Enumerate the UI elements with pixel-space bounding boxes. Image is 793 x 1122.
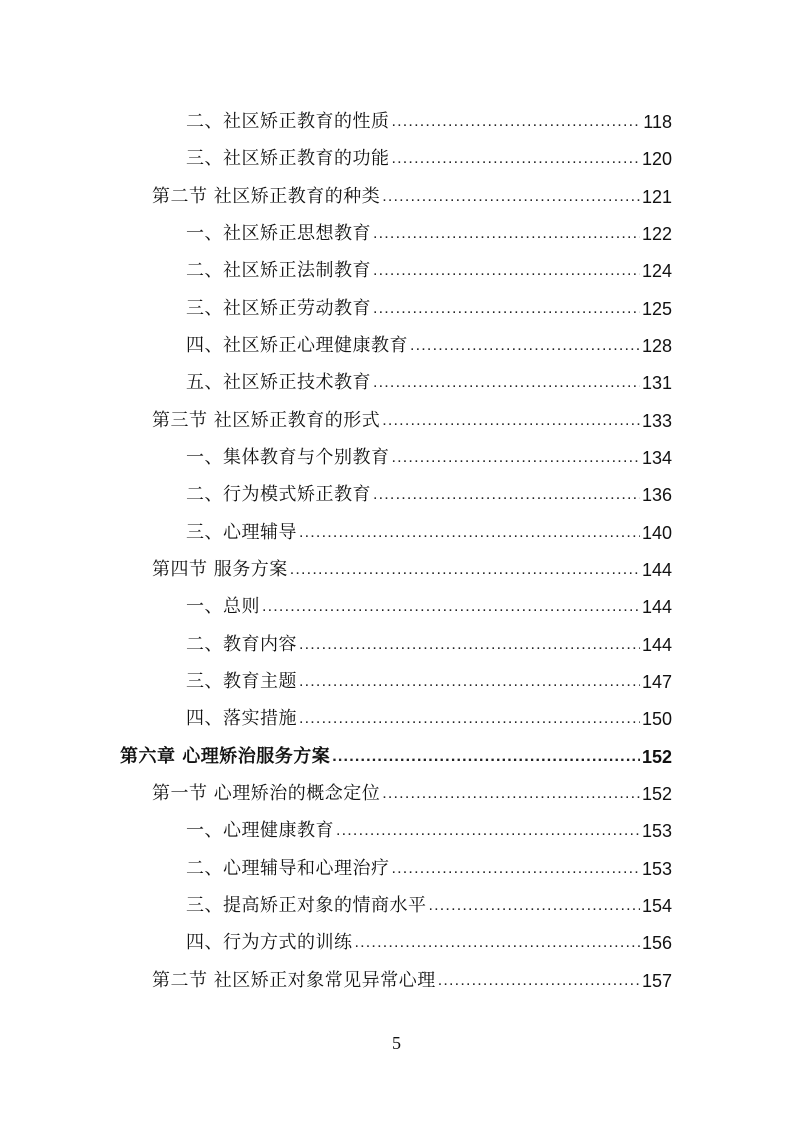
toc-entry[interactable] xyxy=(186,254,672,282)
toc-entry-title: 四、社区矫正心理健康教育 xyxy=(186,335,408,356)
toc-entry[interactable] xyxy=(152,553,672,581)
toc-entry[interactable] xyxy=(186,814,672,842)
page-number: 5 xyxy=(392,1033,401,1053)
toc-entry-title: 一、社区矫正思想教育 xyxy=(186,223,371,244)
toc-entry-page: 153 xyxy=(641,859,672,879)
dot-leader xyxy=(373,298,640,320)
toc-entry[interactable] xyxy=(186,516,672,544)
dot-leader xyxy=(382,783,640,805)
toc-entry-page: 156 xyxy=(641,933,672,953)
toc-entry-title: 第三节 社区矫正教育的形式 xyxy=(152,410,381,431)
toc-entry-title: 四、落实措施 xyxy=(186,708,297,729)
toc-entry-title: 第二节 社区矫正教育的种类 xyxy=(152,186,381,207)
toc-entry-page: 140 xyxy=(641,523,672,543)
toc-entry-title: 二、教育内容 xyxy=(186,634,297,655)
toc-entry[interactable] xyxy=(186,105,672,133)
toc-entry-title: 第四节 服务方案 xyxy=(152,559,288,580)
toc-entry[interactable] xyxy=(186,142,672,170)
dot-leader xyxy=(299,671,640,693)
toc-entry-title: 三、社区矫正教育的功能 xyxy=(186,148,390,169)
toc-entry-title: 三、教育主题 xyxy=(186,671,297,692)
toc-entry-page: 136 xyxy=(641,485,672,505)
dot-leader xyxy=(392,447,640,469)
toc-entry-title: 二、心理辅导和心理治疗 xyxy=(186,858,390,879)
toc-entry-page: 128 xyxy=(641,336,672,356)
toc-entry-page: 144 xyxy=(641,597,672,617)
toc-entry-page: 152 xyxy=(641,784,672,804)
toc-entry-title: 二、社区矫正教育的性质 xyxy=(186,111,390,132)
toc-entry[interactable] xyxy=(186,329,672,357)
toc-entry[interactable] xyxy=(152,964,672,992)
toc-entry-title: 一、总则 xyxy=(186,596,260,617)
toc-entry[interactable] xyxy=(186,889,672,917)
dot-leader xyxy=(382,410,640,432)
toc-entry-page: 125 xyxy=(641,299,672,319)
toc-entry-title: 三、心理辅导 xyxy=(186,522,297,543)
toc-entry-page: 154 xyxy=(641,896,672,916)
toc-entry-title: 第一节 心理矫治的概念定位 xyxy=(152,783,381,804)
dot-leader xyxy=(290,559,640,581)
toc-entry-page: 152 xyxy=(641,747,672,767)
dot-leader xyxy=(299,708,640,730)
dot-leader xyxy=(392,858,640,880)
toc-entry-title: 第二节 社区矫正对象常见异常心理 xyxy=(152,970,436,991)
dot-leader xyxy=(392,111,642,133)
dot-leader xyxy=(373,372,640,394)
toc-entry-page: 118 xyxy=(643,112,672,132)
dot-leader xyxy=(332,746,640,768)
toc-entry-page: 133 xyxy=(641,411,672,431)
dot-leader xyxy=(392,148,640,170)
toc-entry-page: 144 xyxy=(641,635,672,655)
toc-entry-page: 157 xyxy=(641,971,672,991)
toc-entry-title: 二、行为模式矫正教育 xyxy=(186,484,371,505)
dot-leader xyxy=(410,335,640,357)
toc-entry-page: 147 xyxy=(641,672,672,692)
toc-entry-title: 二、社区矫正法制教育 xyxy=(186,260,371,281)
dot-leader xyxy=(429,895,640,917)
toc-entry-page: 121 xyxy=(641,187,672,207)
toc-entry-title: 一、心理健康教育 xyxy=(186,820,334,841)
toc-entry[interactable] xyxy=(152,404,672,432)
toc-entry-page: 124 xyxy=(641,261,672,281)
dot-leader xyxy=(438,970,640,992)
toc-entry[interactable] xyxy=(186,628,672,656)
toc-entry[interactable] xyxy=(152,777,672,805)
dot-leader xyxy=(262,596,640,618)
toc-entry-title: 四、行为方式的训练 xyxy=(186,932,353,953)
toc-entry-page: 120 xyxy=(641,149,672,169)
dot-leader xyxy=(355,932,640,954)
toc-chapter-entry[interactable] xyxy=(120,740,672,768)
toc-entry[interactable] xyxy=(186,441,672,469)
toc-entry[interactable] xyxy=(186,217,672,245)
dot-leader xyxy=(382,186,640,208)
toc-entry-title: 第六章 心理矫治服务方案 xyxy=(120,746,331,767)
dot-leader xyxy=(299,634,640,656)
toc-entry[interactable] xyxy=(152,180,672,208)
toc-entry[interactable] xyxy=(186,292,672,320)
toc-entry[interactable] xyxy=(186,852,672,880)
toc-entry[interactable] xyxy=(186,478,672,506)
toc-entry[interactable] xyxy=(186,590,672,618)
toc-entry-page: 144 xyxy=(641,560,672,580)
dot-leader xyxy=(373,223,640,245)
toc-entry-title: 三、提高矫正对象的情商水平 xyxy=(186,895,427,916)
toc-entry-title: 三、社区矫正劳动教育 xyxy=(186,298,371,319)
toc-entry-title: 一、集体教育与个别教育 xyxy=(186,447,390,468)
toc-entry-title: 五、社区矫正技术教育 xyxy=(186,372,371,393)
toc-entry-page: 131 xyxy=(641,373,672,393)
toc-entry-page: 134 xyxy=(641,448,672,468)
toc-entry[interactable] xyxy=(186,926,672,954)
dot-leader xyxy=(336,820,640,842)
dot-leader xyxy=(373,260,640,282)
toc-entry[interactable] xyxy=(186,366,672,394)
dot-leader xyxy=(299,522,640,544)
toc-entry-page: 150 xyxy=(641,709,672,729)
toc-entry[interactable] xyxy=(186,702,672,730)
toc-entry-page: 153 xyxy=(641,821,672,841)
toc-entry-page: 122 xyxy=(641,224,672,244)
toc-entry[interactable] xyxy=(186,665,672,693)
dot-leader xyxy=(373,484,640,506)
